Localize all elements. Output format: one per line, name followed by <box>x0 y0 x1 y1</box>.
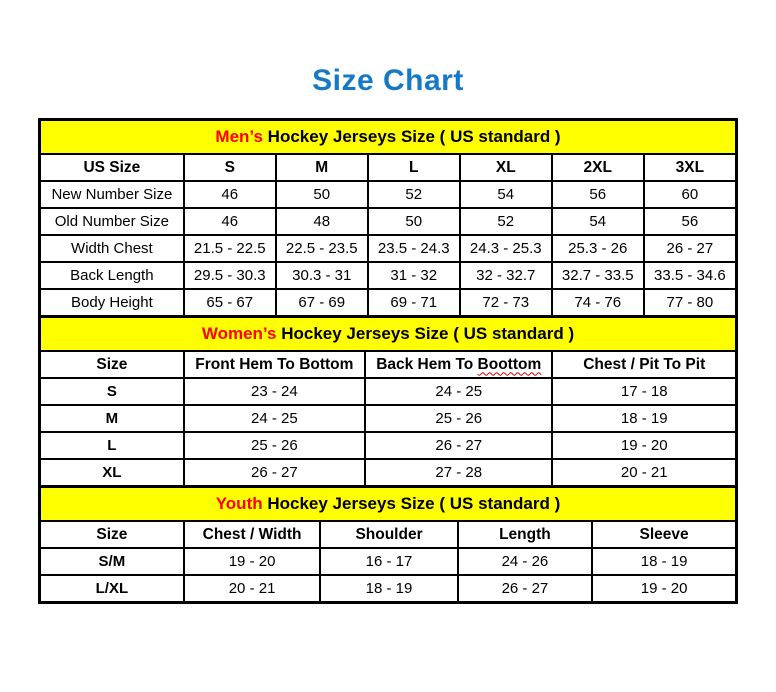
size-value: 48 <box>276 208 368 235</box>
size-value: 20 - 21 <box>552 459 736 487</box>
mens-section-banner <box>40 120 737 155</box>
size-value: 24 - 25 <box>184 405 365 432</box>
row-label: Body Height <box>40 289 184 317</box>
mens-size-table <box>38 118 738 318</box>
table-row <box>40 208 737 235</box>
size-value: 26 - 27 <box>458 575 593 603</box>
column-header: Length <box>458 521 593 548</box>
table-row <box>40 181 737 208</box>
banner-highlight-text: Youth <box>215 494 263 513</box>
size-value: 29.5 - 30.3 <box>184 262 276 289</box>
size-value: 30.3 - 31 <box>276 262 368 289</box>
size-value: 26 - 27 <box>365 432 552 459</box>
banner-highlight-text: Men’s <box>215 127 263 146</box>
table-row <box>40 262 737 289</box>
womens-header-row <box>40 351 737 378</box>
misspelled-word: Boottom <box>477 355 542 373</box>
banner-highlight-text: Women’s <box>201 324 277 343</box>
column-header: 3XL <box>644 154 737 181</box>
mens-header-row <box>40 154 737 181</box>
size-value: 25 - 26 <box>184 432 365 459</box>
column-header: 2XL <box>552 154 644 181</box>
section-banner-cell <box>40 317 737 352</box>
column-header: Chest / Width <box>184 521 321 548</box>
size-value: 65 - 67 <box>184 289 276 317</box>
size-value: 54 <box>552 208 644 235</box>
row-label: New Number Size <box>40 181 184 208</box>
row-label: Back Length <box>40 262 184 289</box>
womens-size-table <box>38 315 738 488</box>
size-value: 25 - 26 <box>365 405 552 432</box>
row-label: S/M <box>40 548 184 575</box>
size-value: 72 - 73 <box>460 289 552 317</box>
column-header: Size <box>40 521 184 548</box>
size-value: 77 - 80 <box>644 289 737 317</box>
size-value: 19 - 20 <box>184 548 321 575</box>
column-header: XL <box>460 154 552 181</box>
size-value: 54 <box>460 181 552 208</box>
row-label: Old Number Size <box>40 208 184 235</box>
size-value: 31 - 32 <box>368 262 460 289</box>
section-banner-cell <box>40 120 737 155</box>
size-value: 69 - 71 <box>368 289 460 317</box>
row-label: L/XL <box>40 575 184 603</box>
size-value: 60 <box>644 181 737 208</box>
table-row <box>40 548 737 575</box>
banner-rest-text: Hockey Jerseys Size ( US standard ) <box>262 127 561 146</box>
size-value: 26 - 27 <box>644 235 737 262</box>
size-value: 24 - 25 <box>365 378 552 405</box>
column-header: Shoulder <box>320 521 457 548</box>
column-header: US Size <box>40 154 184 181</box>
size-value: 50 <box>368 208 460 235</box>
size-value: 52 <box>368 181 460 208</box>
size-value: 18 - 19 <box>320 575 457 603</box>
size-value: 32.7 - 33.5 <box>552 262 644 289</box>
size-value: 33.5 - 34.6 <box>644 262 737 289</box>
size-value: 17 - 18 <box>552 378 736 405</box>
table-row <box>40 459 737 487</box>
column-header: Sleeve <box>592 521 736 548</box>
size-value: 24 - 26 <box>458 548 593 575</box>
youth-size-table <box>38 485 738 604</box>
page-title: Size Chart <box>312 64 464 97</box>
column-header: S <box>184 154 276 181</box>
size-value: 32 - 32.7 <box>460 262 552 289</box>
size-value: 25.3 - 26 <box>552 235 644 262</box>
size-value: 56 <box>644 208 737 235</box>
column-header: Back Hem To Boottom <box>365 351 552 378</box>
column-header: Chest / Pit To Pit <box>552 351 736 378</box>
size-value: 26 - 27 <box>184 459 365 487</box>
size-value: 21.5 - 22.5 <box>184 235 276 262</box>
table-row <box>40 405 737 432</box>
size-value: 52 <box>460 208 552 235</box>
youth-header-row <box>40 521 737 548</box>
size-value: 46 <box>184 181 276 208</box>
size-value: 22.5 - 23.5 <box>276 235 368 262</box>
size-value: 20 - 21 <box>184 575 321 603</box>
size-value: 56 <box>552 181 644 208</box>
row-label: L <box>40 432 184 459</box>
size-value: 18 - 19 <box>552 405 736 432</box>
column-header: Front Hem To Bottom <box>184 351 365 378</box>
womens-section-banner <box>40 317 737 352</box>
size-value: 24.3 - 25.3 <box>460 235 552 262</box>
column-header: L <box>368 154 460 181</box>
section-banner-cell <box>40 487 737 522</box>
youth-section-banner <box>40 487 737 522</box>
size-value: 18 - 19 <box>592 548 736 575</box>
size-value: 50 <box>276 181 368 208</box>
table-row <box>40 575 737 603</box>
column-header: Size <box>40 351 184 378</box>
size-value: 27 - 28 <box>365 459 552 487</box>
size-value: 23.5 - 24.3 <box>368 235 460 262</box>
table-row <box>40 235 737 262</box>
size-value: 16 - 17 <box>320 548 457 575</box>
table-row <box>40 289 737 317</box>
size-value: 19 - 20 <box>552 432 736 459</box>
size-value: 23 - 24 <box>184 378 365 405</box>
size-value: 19 - 20 <box>592 575 736 603</box>
banner-rest-text: Hockey Jerseys Size ( US standard ) <box>262 494 561 513</box>
size-value: 46 <box>184 208 276 235</box>
column-header: M <box>276 154 368 181</box>
size-value: 74 - 76 <box>552 289 644 317</box>
row-label: S <box>40 378 184 405</box>
row-label: M <box>40 405 184 432</box>
banner-rest-text: Hockey Jerseys Size ( US standard ) <box>276 324 575 343</box>
row-label: XL <box>40 459 184 487</box>
size-chart-tables <box>38 118 738 604</box>
table-row <box>40 432 737 459</box>
table-row <box>40 378 737 405</box>
size-value: 67 - 69 <box>276 289 368 317</box>
row-label: Width Chest <box>40 235 184 262</box>
